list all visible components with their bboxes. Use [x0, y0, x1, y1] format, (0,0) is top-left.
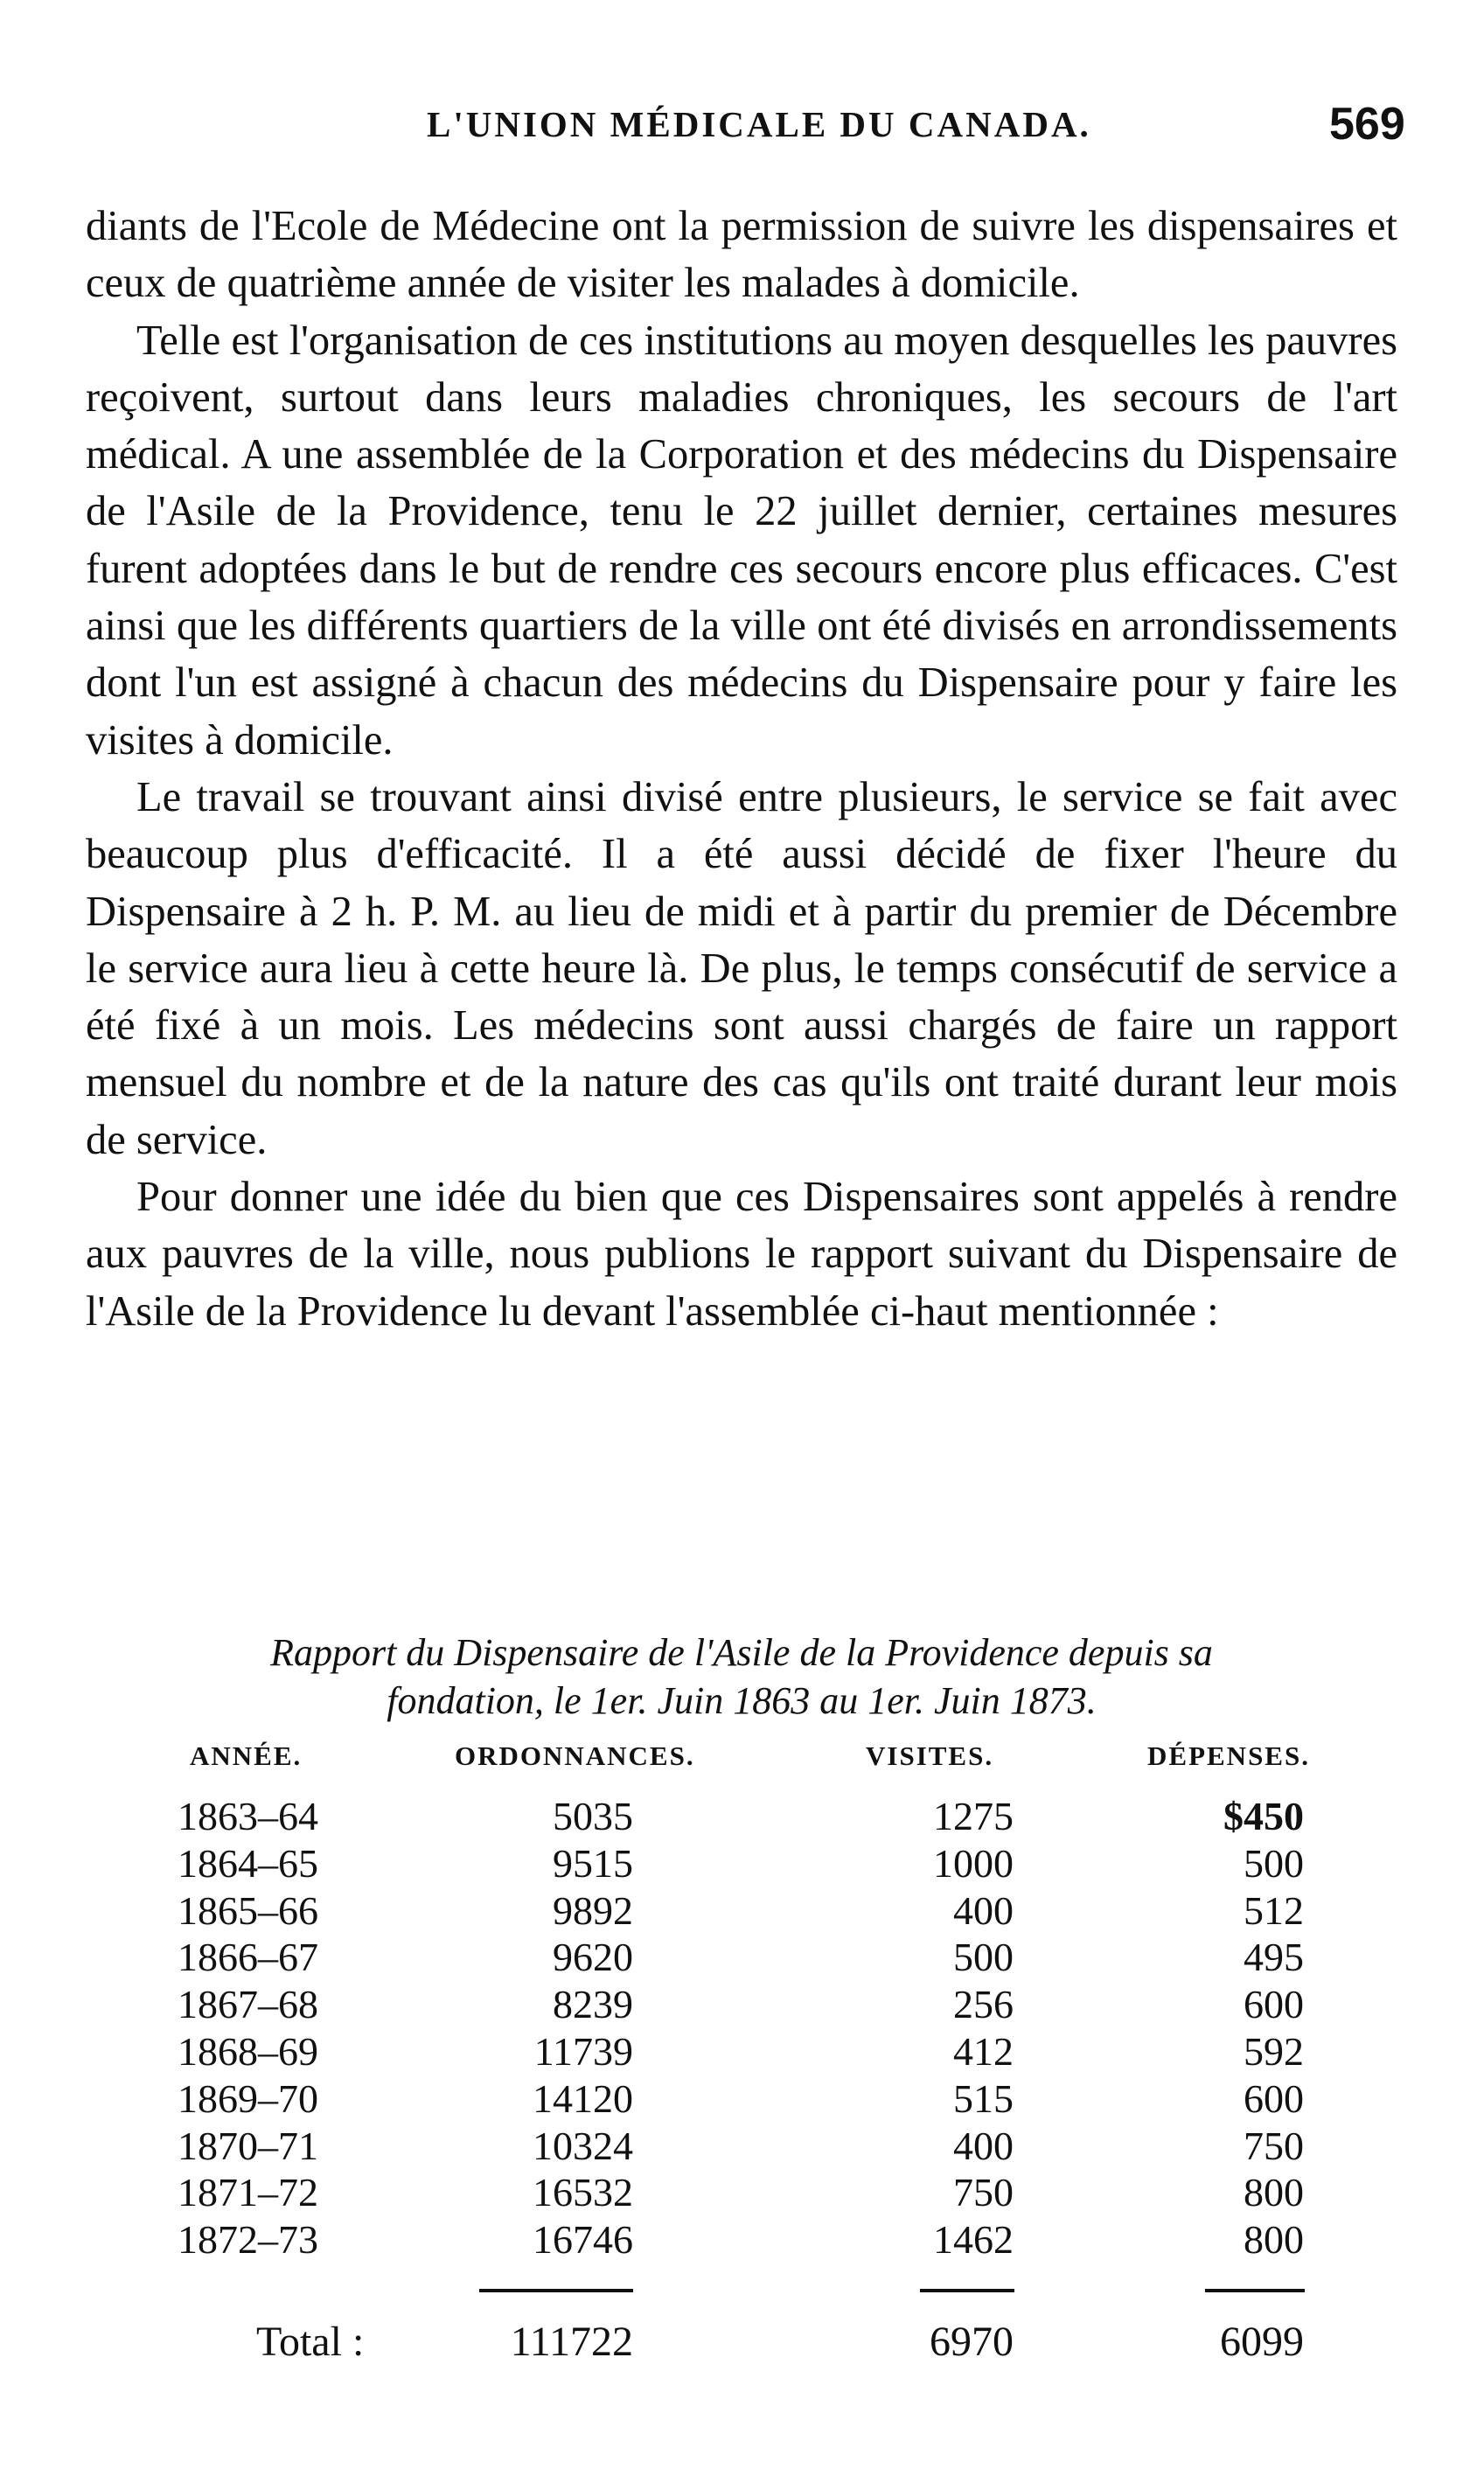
paragraph: Le travail se trouvant ainsi divisé entre plusieurs, le service se fait avec beaucoup plus d'efficacité. Il a été aussi décidé de fixer l'heure du Dispensaire à 2 h. P. M. au lieu de midi et à partir du premier de Décembre le service aura lieu à cette heure là. De plus, le temps consécutif de service a été fixé à un mois. Les médecins sont aussi chargés de faire un rapport mensuel du nombre et de la nature des cas qu'ils ont traité durant leur mois de service.: [86, 773, 1397, 1163]
cell-prescriptions: 5035: [553, 1794, 633, 1838]
table-row: [0, 1981, 1484, 2028]
cell-visits: 1275: [933, 1794, 1014, 1838]
cell-visits: 400: [953, 2123, 1014, 2168]
table-row: [0, 2075, 1484, 2123]
cell-expenses: 600: [1244, 1982, 1304, 2027]
column-header-prescriptions: ORDONNANCES.: [455, 1740, 695, 1771]
cell-expenses: 495: [1244, 1935, 1304, 1980]
cell-visits: 1000: [933, 1840, 1014, 1886]
cell-prescriptions: 16532: [533, 2170, 633, 2215]
cell-prescriptions: 14120: [533, 2075, 633, 2121]
table-caption-line: fondation, le 1er. Juin 1863 au 1er. Juin 1873.: [387, 1679, 1097, 1722]
cell-year: 1867–68: [178, 1982, 318, 2027]
cell-expenses: 592: [1244, 2028, 1304, 2074]
table-caption-line: Rapport du Dispensaire de l'Asile de la Providence depuis sa: [270, 1631, 1213, 1674]
cell-expenses: 600: [1244, 2075, 1304, 2121]
cell-prescriptions: 8239: [553, 1982, 633, 2027]
paragraph: Telle est l'organisation de ces institutions au moyen desquelles les pauvres reçoivent, surtout dans leurs maladies chroniques, les secours de l'art médical. A une assemblée de la Corporation et des médecins du Dispensaire de l'Asile de la Providence, tenu le 22 juillet dernier, certaines mesures furent adoptées dans le but de rendre ces secours encore plus efficaces. C'est ainsi que les différents quartiers de la ville ont été divisés en arrondissements dont l'un est assigné à chacun des médecins du Dispensaire pour y faire les visites à domicile.: [86, 317, 1397, 764]
table-row: [0, 1840, 1484, 1887]
running-head: [0, 99, 1484, 164]
cell-expenses: 800: [1244, 2170, 1304, 2215]
cell-prescriptions: 9892: [553, 1887, 633, 1933]
cell-visits: 412: [953, 2028, 1014, 2074]
total-expenses: 6099: [1220, 2319, 1304, 2365]
cell-visits: 500: [953, 1935, 1014, 1980]
totals-row: [0, 2316, 1484, 2368]
cell-expenses: 800: [1244, 2217, 1304, 2263]
cell-year: 1865–66: [178, 1887, 318, 1933]
table-row: [0, 1887, 1484, 1935]
cell-year: 1863–64: [178, 1794, 318, 1838]
cell-prescriptions: 9515: [553, 1840, 633, 1886]
cell-year: 1868–69: [178, 2028, 318, 2074]
table-row: [0, 2123, 1484, 2170]
cell-prescriptions: 10324: [533, 2123, 633, 2168]
cell-expenses: $450: [1223, 1794, 1304, 1838]
table-row: [0, 2028, 1484, 2075]
cell-prescriptions: 9620: [553, 1935, 633, 1980]
cell-visits: 750: [953, 2170, 1014, 2215]
cell-expenses: 750: [1244, 2123, 1304, 2168]
total-visits: 6970: [930, 2319, 1014, 2365]
column-header-expenses: DÉPENSES.: [1147, 1740, 1310, 1771]
cell-year: 1870–71: [178, 2123, 318, 2168]
total-label: Total :: [256, 2319, 365, 2365]
running-title: L'UNION MÉDICALE DU CANADA.: [427, 104, 1091, 144]
total-rule-expenses: [1205, 2289, 1305, 2292]
total-prescriptions: 111722: [510, 2319, 633, 2365]
column-header-visits: VISITES.: [866, 1740, 994, 1771]
total-rule-prescriptions: [479, 2289, 633, 2292]
cell-visits: 515: [953, 2075, 1014, 2121]
table-row: [0, 1793, 1484, 1840]
table-row: [0, 1934, 1484, 1981]
paragraph: Pour donner une idée du bien que ces Dispensaires sont appelés à rendre aux pauvres de la ville, nous publions le rapport suivant du Dispensaire de l'Asile de la Providence lu devant l'assemblée ci-haut mentionnée :: [86, 1174, 1397, 1335]
cell-year: 1864–65: [178, 1840, 318, 1886]
total-rule-visits: [920, 2289, 1014, 2292]
cell-year: 1871–72: [178, 2170, 318, 2215]
table-row: [0, 2169, 1484, 2216]
cell-visits: 400: [953, 1887, 1014, 1933]
cell-year: 1872–73: [178, 2217, 318, 2263]
column-header-year: ANNÉE.: [190, 1740, 303, 1771]
table-row: [0, 2216, 1484, 2263]
cell-visits: 256: [953, 1982, 1014, 2027]
cell-year: 1866–67: [178, 1935, 318, 1980]
cell-expenses: 500: [1244, 1840, 1304, 1886]
page-number: 569: [1329, 99, 1405, 150]
cell-visits: 1462: [933, 2217, 1014, 2263]
cell-year: 1869–70: [178, 2075, 318, 2121]
body-text: [86, 198, 1397, 1340]
cell-prescriptions: 16746: [533, 2217, 633, 2263]
cell-expenses: 512: [1244, 1887, 1304, 1933]
cell-prescriptions: 11739: [533, 2028, 633, 2074]
table-body: [0, 1793, 1484, 2263]
table-caption: [86, 1629, 1397, 1725]
paragraph: diants de l'Ecole de Médecine ont la permission de suivre les dispensaires et ceux de quatrième année de visiter les malades à domicile.: [86, 203, 1397, 307]
